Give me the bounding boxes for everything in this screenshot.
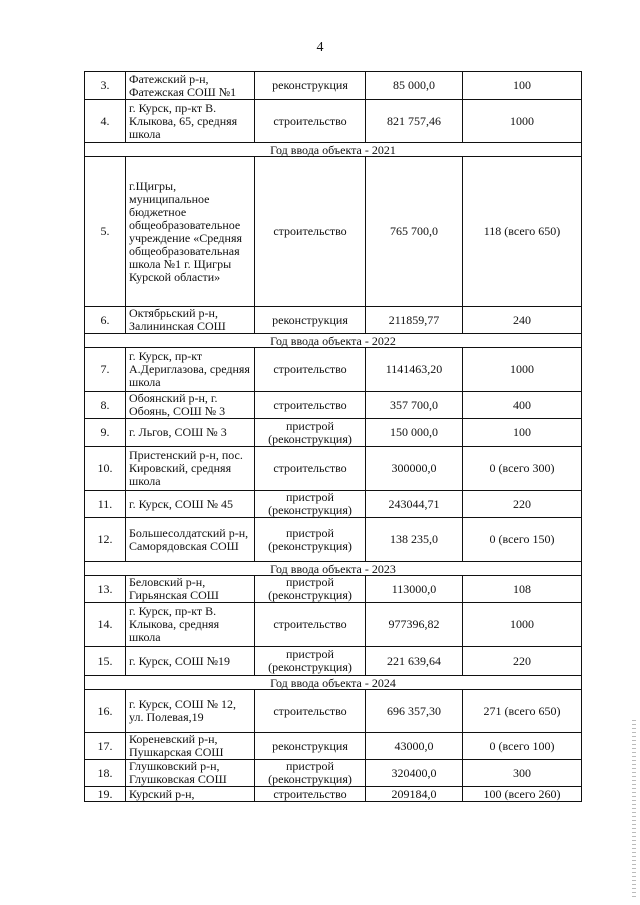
work-type: пристрой (реконструкция)	[255, 518, 366, 562]
work-type: пристрой (реконструкция)	[255, 576, 366, 603]
cost-value: 765 700,0	[366, 157, 463, 307]
cost-value: 320400,0	[366, 760, 463, 787]
work-type: строительство	[255, 392, 366, 419]
row-number: 12.	[85, 518, 126, 562]
table-row	[85, 787, 582, 802]
work-type: реконструкция	[255, 72, 366, 100]
row-number: 8.	[85, 392, 126, 419]
seats-value: 118 (всего 650)	[463, 157, 582, 307]
row-number: 10.	[85, 447, 126, 491]
seats-value: 300	[463, 760, 582, 787]
row-number: 11.	[85, 491, 126, 518]
cost-value: 43000,0	[366, 733, 463, 760]
work-type: строительство	[255, 603, 366, 647]
row-number: 3.	[85, 72, 126, 100]
seats-value: 1000	[463, 348, 582, 392]
cost-value: 209184,0	[366, 787, 463, 802]
seats-value: 400	[463, 392, 582, 419]
work-type: реконструкция	[255, 733, 366, 760]
seats-value: 0 (всего 100)	[463, 733, 582, 760]
table-row	[85, 447, 582, 491]
table-row	[85, 100, 582, 143]
row-number: 17.	[85, 733, 126, 760]
table-row	[85, 576, 582, 603]
table-row	[85, 307, 582, 334]
table-row	[85, 690, 582, 733]
object-name: г. Льгов, СОШ № 3	[126, 419, 255, 447]
section-heading-row	[85, 676, 582, 690]
row-number: 15.	[85, 647, 126, 676]
work-type: строительство	[255, 787, 366, 802]
section-heading-row	[85, 562, 582, 576]
seats-value: 271 (всего 650)	[463, 690, 582, 733]
object-name: г. Курск, пр-кт В. Клыкова, средняя школа	[126, 603, 255, 647]
table-row	[85, 733, 582, 760]
section-heading: Год ввода объекта - 2024	[85, 676, 582, 690]
row-number: 16.	[85, 690, 126, 733]
section-heading: Год ввода объекта - 2021	[85, 143, 582, 157]
row-number: 5.	[85, 157, 126, 307]
cost-value: 821 757,46	[366, 100, 463, 143]
seats-value: 1000	[463, 603, 582, 647]
seats-value: 220	[463, 491, 582, 518]
seats-value: 100	[463, 72, 582, 100]
section-heading-row	[85, 334, 582, 348]
seats-value: 0 (всего 300)	[463, 447, 582, 491]
seats-value: 1000	[463, 100, 582, 143]
seats-value: 240	[463, 307, 582, 334]
work-type: строительство	[255, 690, 366, 733]
page-number: 4	[316, 40, 324, 55]
cost-value: 1141463,20	[366, 348, 463, 392]
table-row	[85, 392, 582, 419]
table-row	[85, 419, 582, 447]
cost-value: 300000,0	[366, 447, 463, 491]
table-row	[85, 518, 582, 562]
table-row	[85, 491, 582, 518]
cost-value: 357 700,0	[366, 392, 463, 419]
work-type: пристрой (реконструкция)	[255, 760, 366, 787]
work-type: реконструкция	[255, 307, 366, 334]
scan-edge-marks	[632, 720, 636, 900]
work-type: пристрой (реконструкция)	[255, 647, 366, 676]
object-name: Пристенский р-н, пос. Кировский, средняя школа	[126, 447, 255, 491]
cost-value: 113000,0	[366, 576, 463, 603]
work-type: пристрой (реконструкция)	[255, 419, 366, 447]
cost-value: 221 639,64	[366, 647, 463, 676]
seats-value: 220	[463, 647, 582, 676]
cost-value: 85 000,0	[366, 72, 463, 100]
table-row	[85, 157, 582, 307]
row-number: 4.	[85, 100, 126, 143]
cost-value: 977396,82	[366, 603, 463, 647]
object-name: г. Курск, СОШ №19	[126, 647, 255, 676]
object-name: Курский р-н,	[126, 787, 255, 802]
row-number: 19.	[85, 787, 126, 802]
object-name: г. Курск, СОШ № 12, ул. Полевая,19	[126, 690, 255, 733]
seats-value: 100 (всего 260)	[463, 787, 582, 802]
work-type: строительство	[255, 447, 366, 491]
table-row	[85, 760, 582, 787]
cost-value: 138 235,0	[366, 518, 463, 562]
object-name: Кореневский р-н, Пушкарская СОШ	[126, 733, 255, 760]
object-name: г. Курск, пр-кт В. Клыкова, 65, средняя школа	[126, 100, 255, 143]
table-row	[85, 647, 582, 676]
object-name: Фатежский р-н, Фатежская СОШ №1	[126, 72, 255, 100]
section-heading: Год ввода объекта - 2023	[85, 562, 582, 576]
seats-value: 0 (всего 150)	[463, 518, 582, 562]
table-row	[85, 348, 582, 392]
seats-value: 108	[463, 576, 582, 603]
school-objects-table	[84, 71, 582, 802]
cost-value: 150 000,0	[366, 419, 463, 447]
seats-value: 100	[463, 419, 582, 447]
work-type: строительство	[255, 100, 366, 143]
row-number: 14.	[85, 603, 126, 647]
table-body	[85, 72, 582, 802]
object-name: Обоянский р-н, г. Обоянь, СОШ № 3	[126, 392, 255, 419]
object-name: г. Курск, пр-кт А.Дериглазова, средняя школа	[126, 348, 255, 392]
row-number: 7.	[85, 348, 126, 392]
cost-value: 243044,71	[366, 491, 463, 518]
object-name: г. Курск, СОШ № 45	[126, 491, 255, 518]
work-type: пристрой (реконструкция)	[255, 491, 366, 518]
table-row	[85, 72, 582, 100]
object-name: Беловский р-н, Гирьянская СОШ	[126, 576, 255, 603]
object-name: г.Щигры, муниципальное бюджетное общеобразовательное учреждение «Средняя общеобразовательная школа №1 г. Щигры Курской области»	[126, 157, 255, 307]
row-number: 6.	[85, 307, 126, 334]
section-heading: Год ввода объекта - 2022	[85, 334, 582, 348]
section-heading-row	[85, 143, 582, 157]
object-name: Октябрьский р-н, Залининская СОШ	[126, 307, 255, 334]
cost-value: 696 357,30	[366, 690, 463, 733]
row-number: 9.	[85, 419, 126, 447]
work-type: строительство	[255, 348, 366, 392]
table-row	[85, 603, 582, 647]
row-number: 13.	[85, 576, 126, 603]
work-type: строительство	[255, 157, 366, 307]
row-number: 18.	[85, 760, 126, 787]
cost-value: 211859,77	[366, 307, 463, 334]
object-name: Большесолдатский р-н, Саморядовская СОШ	[126, 518, 255, 562]
object-name: Глушковский р-н, Глушковская СОШ	[126, 760, 255, 787]
